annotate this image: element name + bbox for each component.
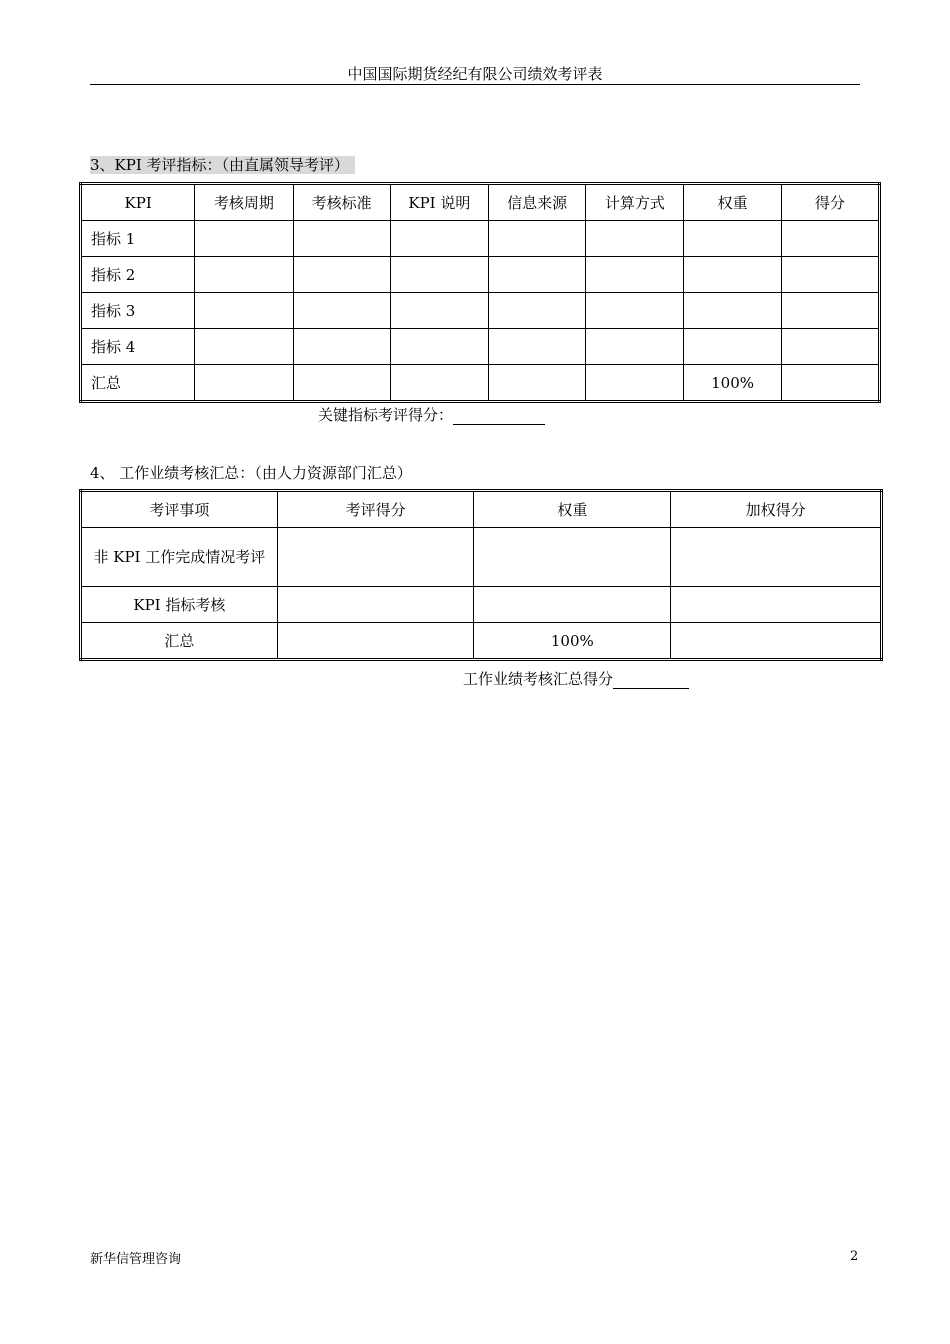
header-rule <box>90 84 860 85</box>
kpi-col-header: 信息来源 <box>488 184 585 221</box>
kpi-cell[interactable] <box>293 329 390 365</box>
kpi-row-label: 指标 1 <box>81 221 195 257</box>
kpi-weight-cell[interactable] <box>684 329 781 365</box>
kpi-cell[interactable] <box>390 329 488 365</box>
kpi-row-label: 汇总 <box>81 365 195 402</box>
kpi-score-blank[interactable] <box>453 408 545 425</box>
section-3-prefix: 3、KPI 考评指标： <box>90 156 222 174</box>
kpi-cell[interactable] <box>195 329 293 365</box>
summary-col-header: 权重 <box>474 491 671 528</box>
kpi-cell[interactable] <box>586 257 684 293</box>
kpi-cell[interactable] <box>390 221 488 257</box>
kpi-col-header: 考核标准 <box>293 184 390 221</box>
kpi-table <box>79 182 881 403</box>
summary-col-header: 加权得分 <box>671 491 882 528</box>
performance-summary-table <box>79 489 883 661</box>
summary-weight-total: 100% <box>474 623 671 660</box>
kpi-table-row <box>81 329 880 365</box>
summary-table-header-row <box>81 491 882 528</box>
kpi-weight-total: 100% <box>684 365 781 402</box>
summary-item-label: 非 KPI 工作完成情况考评 <box>81 528 278 587</box>
kpi-score-cell[interactable] <box>781 293 879 329</box>
kpi-cell[interactable] <box>293 293 390 329</box>
kpi-score-cell[interactable] <box>781 257 879 293</box>
kpi-cell[interactable] <box>488 221 585 257</box>
summary-weighted-score-cell[interactable] <box>671 623 882 660</box>
kpi-cell[interactable] <box>390 257 488 293</box>
kpi-cell[interactable] <box>586 221 684 257</box>
summary-table-row <box>81 528 882 587</box>
kpi-table-header-row <box>81 184 880 221</box>
summary-score-line <box>463 669 689 689</box>
summary-score-cell[interactable] <box>277 528 474 587</box>
kpi-table-row <box>81 221 880 257</box>
kpi-score-cell[interactable] <box>781 329 879 365</box>
kpi-cell[interactable] <box>293 221 390 257</box>
kpi-col-header: KPI 说明 <box>390 184 488 221</box>
summary-score-cell[interactable] <box>277 587 474 623</box>
kpi-cell[interactable] <box>488 293 585 329</box>
kpi-col-header: 权重 <box>684 184 781 221</box>
summary-weight-cell[interactable] <box>474 587 671 623</box>
kpi-row-label: 指标 2 <box>81 257 195 293</box>
page-header-title: 中国国际期货经纪有限公司绩效考评表 <box>347 65 603 83</box>
summary-col-header: 考评得分 <box>277 491 474 528</box>
kpi-weight-cell[interactable] <box>684 257 781 293</box>
kpi-cell[interactable] <box>390 365 488 402</box>
kpi-row-label: 指标 3 <box>81 293 195 329</box>
page-number: 2 <box>850 1249 859 1264</box>
kpi-col-header: 考核周期 <box>195 184 293 221</box>
summary-col-header: 考评事项 <box>81 491 278 528</box>
kpi-cell[interactable] <box>195 293 293 329</box>
kpi-row-label: 指标 4 <box>81 329 195 365</box>
summary-table-total-row <box>81 623 882 660</box>
kpi-table-row <box>81 257 880 293</box>
kpi-cell[interactable] <box>586 365 684 402</box>
kpi-table-row <box>81 293 880 329</box>
summary-score-blank[interactable] <box>613 672 689 689</box>
kpi-table-total-row <box>81 365 880 402</box>
kpi-cell[interactable] <box>390 293 488 329</box>
summary-table-row <box>81 587 882 623</box>
summary-score-cell[interactable] <box>277 623 474 660</box>
kpi-cell[interactable] <box>195 257 293 293</box>
section-3-title <box>90 155 355 175</box>
kpi-cell[interactable] <box>488 365 585 402</box>
kpi-cell[interactable] <box>293 257 390 293</box>
kpi-score-label: 关键指标考评得分： <box>318 406 454 424</box>
kpi-cell[interactable] <box>586 293 684 329</box>
kpi-cell[interactable] <box>586 329 684 365</box>
summary-weighted-score-cell[interactable] <box>671 587 882 623</box>
kpi-cell[interactable] <box>488 257 585 293</box>
kpi-cell[interactable] <box>488 329 585 365</box>
kpi-col-header: 得分 <box>781 184 879 221</box>
kpi-weight-cell[interactable] <box>684 221 781 257</box>
summary-item-label: KPI 指标考核 <box>81 587 278 623</box>
kpi-cell[interactable] <box>195 365 293 402</box>
summary-weight-cell[interactable] <box>474 528 671 587</box>
footer-company: 新华信管理咨询 <box>90 1252 182 1267</box>
kpi-cell[interactable] <box>195 221 293 257</box>
summary-weighted-score-cell[interactable] <box>671 528 882 587</box>
kpi-score-line <box>318 405 545 425</box>
summary-item-label: 汇总 <box>81 623 278 660</box>
section-3-note: （由直属领导考评） <box>221 156 350 174</box>
section-3-highlight <box>90 156 355 174</box>
kpi-weight-cell[interactable] <box>684 293 781 329</box>
kpi-col-header: KPI <box>81 184 195 221</box>
kpi-cell[interactable] <box>293 365 390 402</box>
kpi-score-cell[interactable] <box>781 365 879 402</box>
kpi-col-header: 计算方式 <box>586 184 684 221</box>
summary-score-label: 工作业绩考核汇总得分 <box>463 670 614 688</box>
section-4-title: 4、 工作业绩考核汇总：（由人力资源部门汇总） <box>90 464 412 482</box>
kpi-score-cell[interactable] <box>781 221 879 257</box>
